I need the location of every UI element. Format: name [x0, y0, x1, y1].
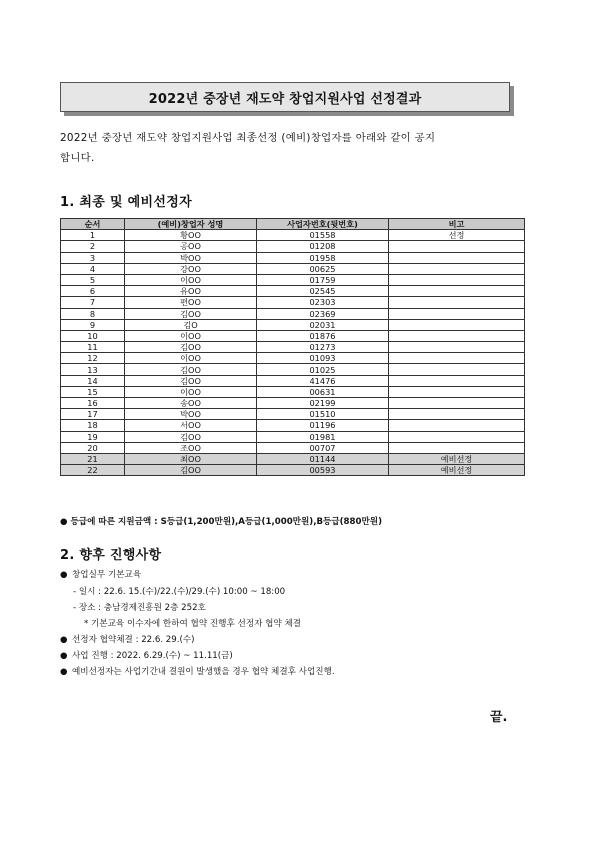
cell-order: 19 [61, 431, 125, 442]
cell-order: 12 [61, 353, 125, 364]
cell-note [389, 263, 525, 274]
cell-name: 박OO [125, 409, 257, 420]
list-item [84, 617, 301, 629]
cell-note [389, 431, 525, 442]
cell-note: 예비선정 [389, 453, 525, 464]
cell-business-number: 01273 [257, 342, 389, 353]
cell-order: 5 [61, 274, 125, 285]
list-item-text: 창업실무 기본교육 [72, 570, 142, 580]
cell-note [389, 241, 525, 252]
cell-name: 김O [125, 319, 257, 330]
table-row [61, 431, 525, 442]
cell-name: 강OO [125, 263, 257, 274]
bullet-icon: ● [60, 570, 68, 580]
table-row [61, 308, 525, 319]
cell-note [389, 308, 525, 319]
cell-business-number: 01558 [257, 230, 389, 241]
cell-note [389, 398, 525, 409]
grade-support-note: ● 등급에 따른 지원금액 : S등급(1,200만원),A등급(1,000만원),B등급(880만원) [60, 517, 383, 527]
list-item-text: 선정자 협약체결 : 22.6. 29.(수) [72, 635, 195, 645]
list-item-text: 사업 진행 : 2022. 6.29.(수) ~ 11.11(금) [72, 651, 233, 661]
cell-business-number: 02369 [257, 308, 389, 319]
cell-business-number: 00593 [257, 465, 389, 476]
cell-note [389, 375, 525, 386]
cell-order: 8 [61, 308, 125, 319]
document-title [60, 82, 510, 112]
cell-order: 4 [61, 263, 125, 274]
cell-order: 20 [61, 442, 125, 453]
section-2-heading: 2. 향후 진행사항 [60, 548, 162, 563]
cell-order: 13 [61, 364, 125, 375]
intro-line-1: 2022년 중장년 재도약 창업지원사업 최종선정 (예비)창업자를 아래와 같이 공지 [60, 132, 436, 144]
cell-name: 최OO [125, 453, 257, 464]
cell-business-number: 01144 [257, 453, 389, 464]
list-item [60, 633, 194, 645]
cell-name: 편OO [125, 297, 257, 308]
cell-business-number: 01958 [257, 252, 389, 263]
cell-order: 14 [61, 375, 125, 386]
cell-name: 조OO [125, 442, 257, 453]
cell-business-number: 01981 [257, 431, 389, 442]
list-item-text: - 장소 : 충남경제진흥원 2층 252호 [73, 603, 206, 613]
cell-note [389, 286, 525, 297]
cell-note: 선정 [389, 230, 525, 241]
cell-note [389, 386, 525, 397]
table-row [61, 442, 525, 453]
table-row [61, 274, 525, 285]
table-row [61, 353, 525, 364]
cell-name: 송OO [125, 398, 257, 409]
cell-note [389, 342, 525, 353]
cell-name: 김OO [125, 308, 257, 319]
section-1-heading: 1. 최종 및 예비선정자 [60, 195, 192, 210]
list-item-text: - 일시 : 22.6. 15.(수)/22.(수)/29.(수) 10:00 ~ 18:00 [73, 587, 286, 597]
cell-order: 7 [61, 297, 125, 308]
cell-business-number: 41476 [257, 375, 389, 386]
cell-name: 김OO [125, 342, 257, 353]
table-row [61, 297, 525, 308]
cell-order: 15 [61, 386, 125, 397]
cell-name: 이OO [125, 274, 257, 285]
cell-name: 김OO [125, 364, 257, 375]
table-row [61, 375, 525, 386]
table-row [61, 364, 525, 375]
cell-business-number: 01025 [257, 364, 389, 375]
cell-order: 3 [61, 252, 125, 263]
table-row [61, 252, 525, 263]
cell-order: 22 [61, 465, 125, 476]
list-item [60, 568, 141, 580]
cell-order: 18 [61, 420, 125, 431]
cell-business-number: 02303 [257, 297, 389, 308]
cell-order: 2 [61, 241, 125, 252]
cell-order: 9 [61, 319, 125, 330]
table-row [61, 286, 525, 297]
table-row [61, 241, 525, 252]
column-header-name: (예비)창업자 성명 [125, 219, 257, 230]
cell-business-number: 02199 [257, 398, 389, 409]
table-row [61, 409, 525, 420]
table-row [61, 342, 525, 353]
cell-note [389, 297, 525, 308]
table-row [61, 386, 525, 397]
list-item [73, 585, 285, 597]
list-item [73, 601, 206, 613]
cell-business-number: 00631 [257, 386, 389, 397]
table-row [61, 230, 525, 241]
column-header-note: 비고 [389, 219, 525, 230]
cell-order: 1 [61, 230, 125, 241]
cell-note [389, 353, 525, 364]
table-row [61, 330, 525, 341]
list-item-text: * 기본교육 이수자에 한하여 협약 진행후 선정자 협약 체결 [84, 619, 302, 629]
cell-name: 김OO [125, 375, 257, 386]
cell-name: 황OO [125, 230, 257, 241]
list-item [60, 665, 335, 677]
table-row [61, 398, 525, 409]
cell-note [389, 252, 525, 263]
cell-business-number: 01759 [257, 274, 389, 285]
cell-order: 6 [61, 286, 125, 297]
bullet-icon: ● [60, 651, 68, 661]
list-item [60, 649, 233, 661]
table-row [61, 263, 525, 274]
table-body [61, 230, 525, 476]
cell-note [389, 274, 525, 285]
cell-order: 11 [61, 342, 125, 353]
column-header-order: 순서 [61, 219, 125, 230]
table-row [61, 420, 525, 431]
end-mark: 끝. [490, 710, 508, 725]
cell-business-number: 00625 [257, 263, 389, 274]
table-row [61, 453, 525, 464]
cell-business-number: 02545 [257, 286, 389, 297]
cell-note [389, 319, 525, 330]
cell-note [389, 442, 525, 453]
cell-business-number: 01876 [257, 330, 389, 341]
cell-business-number: 01510 [257, 409, 389, 420]
bullet-icon: ● [60, 667, 68, 677]
list-item-text: 예비선정자는 사업기간내 결원이 발생했을 경우 협약 체결후 사업진행. [72, 667, 335, 677]
cell-note [389, 364, 525, 375]
intro-line-2: 합니다. [60, 152, 95, 164]
cell-business-number: 01208 [257, 241, 389, 252]
table-row [61, 465, 525, 476]
cell-business-number: 00707 [257, 442, 389, 453]
cell-note [389, 420, 525, 431]
table-header-row [61, 219, 525, 230]
cell-name: 서OO [125, 420, 257, 431]
cell-order: 16 [61, 398, 125, 409]
cell-name: 유OO [125, 286, 257, 297]
intro-paragraph [60, 128, 530, 168]
cell-name: 이OO [125, 386, 257, 397]
cell-business-number: 02031 [257, 319, 389, 330]
cell-business-number: 01093 [257, 353, 389, 364]
cell-name: 김OO [125, 431, 257, 442]
cell-name: 이OO [125, 353, 257, 364]
document-title-text: 2022년 중장년 재도약 창업지원사업 선정결과 [148, 91, 422, 107]
cell-note [389, 330, 525, 341]
cell-order: 21 [61, 453, 125, 464]
cell-order: 10 [61, 330, 125, 341]
cell-name: 이OO [125, 330, 257, 341]
cell-name: 박OO [125, 252, 257, 263]
cell-note [389, 409, 525, 420]
cell-note: 예비선정 [389, 465, 525, 476]
selection-result-table [60, 218, 525, 476]
column-header-business-number: 사업자번호(뒷번호) [257, 219, 389, 230]
cell-business-number: 01196 [257, 420, 389, 431]
bullet-icon: ● [60, 635, 68, 645]
table-row [61, 319, 525, 330]
cell-order: 17 [61, 409, 125, 420]
cell-name: 공OO [125, 241, 257, 252]
cell-name: 김OO [125, 465, 257, 476]
